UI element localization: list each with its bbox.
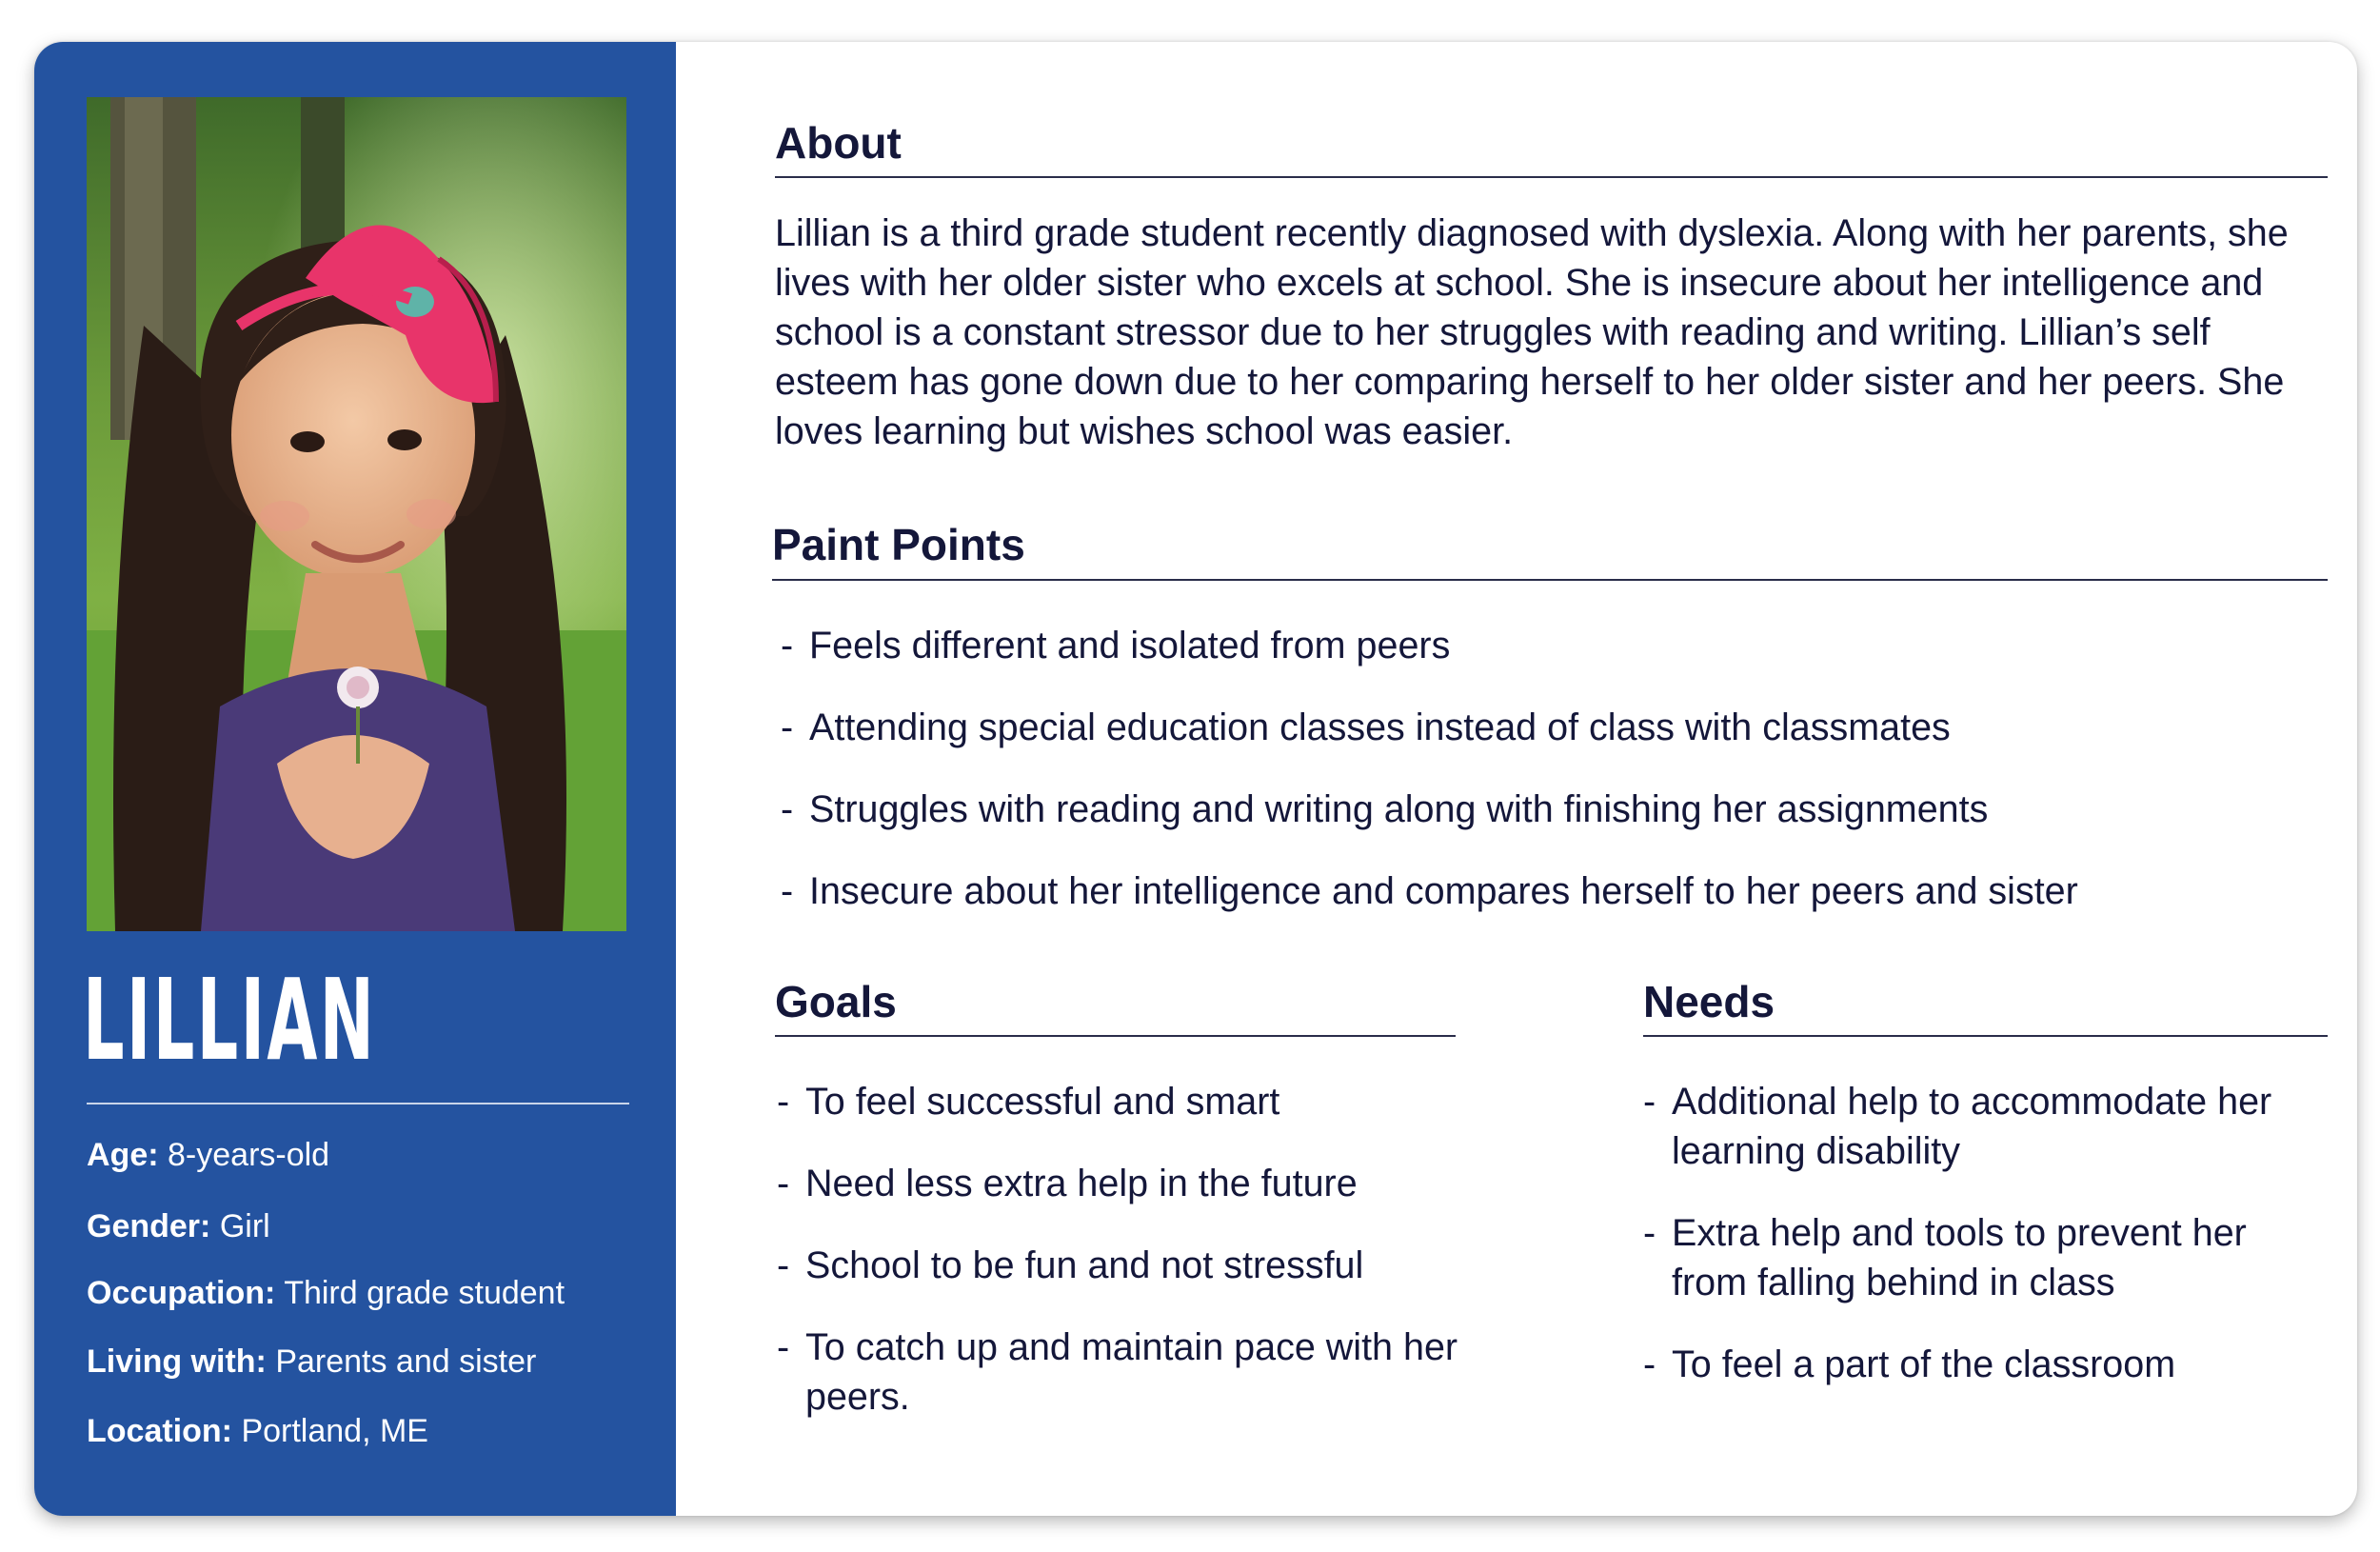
list-item: - To feel a part of the classroom: [1643, 1340, 2329, 1389]
detail-living-with: [87, 1343, 536, 1381]
persona-card: [34, 42, 2357, 1516]
list-item: - Feels different and isolated from peers: [781, 621, 2078, 670]
detail-value: Third grade student: [284, 1275, 565, 1311]
persona-photo-illustration: [87, 97, 626, 931]
detail-value: 8-years-old: [168, 1137, 330, 1173]
list-item: - Additional help to accommodate her learning disability: [1643, 1077, 2329, 1176]
detail-label: Occupation:: [87, 1275, 276, 1311]
needs-list: [1643, 1077, 2329, 1422]
detail-value: Parents and sister: [275, 1343, 537, 1380]
about-divider: [775, 176, 2328, 178]
detail-occupation: [87, 1275, 565, 1312]
detail-value: Portland, ME: [241, 1413, 428, 1449]
detail-label: Location:: [87, 1413, 232, 1449]
list-item: - To feel successful and smart: [777, 1077, 1462, 1126]
pain-points-list: [781, 621, 2078, 948]
about-text: Lillian is a third grade student recently diagnosed with dyslexia. Along with her parents, she lives with her older sister who excels at school. She is insecure about her intelligence and school is a constant stressor due to her struggles with reading and writing. Lillian’s self esteem has gone down due to her comparing herself to her older sister and her peers. She loves learning but wishes school was easier.: [775, 212, 2289, 452]
persona-main: [676, 42, 2357, 1516]
detail-age: [87, 1137, 329, 1174]
goals-divider: [775, 1035, 1456, 1037]
name-divider: [87, 1103, 629, 1104]
persona-photo: [87, 97, 626, 931]
pain-points-heading: Paint Points: [772, 520, 1025, 569]
detail-gender: [87, 1208, 270, 1245]
persona-sidebar: [34, 42, 676, 1516]
list-item: - Struggles with reading and writing along with finishing her assignments: [781, 785, 2078, 834]
list-item: - Attending special education classes instead of class with classmates: [781, 703, 2078, 752]
persona-name: LILLIAN: [83, 954, 377, 1085]
list-item: - Need less extra help in the future: [777, 1159, 1462, 1208]
goals-list: [777, 1077, 1462, 1454]
needs-heading: Needs: [1643, 977, 1775, 1026]
list-item: - To catch up and maintain pace with her peers.: [777, 1323, 1462, 1422]
detail-label: Gender:: [87, 1208, 211, 1244]
detail-location: [87, 1413, 428, 1450]
list-item: - Insecure about her intelligence and compares herself to her peers and sister: [781, 866, 2078, 916]
detail-label: Living with:: [87, 1343, 267, 1380]
goals-heading: Goals: [775, 977, 897, 1026]
detail-value: Girl: [219, 1208, 270, 1244]
about-heading: About: [775, 118, 902, 168]
detail-label: Age:: [87, 1137, 159, 1173]
pain-points-divider: [772, 579, 2328, 581]
list-item: - Extra help and tools to prevent her from falling behind in class: [1643, 1208, 2329, 1307]
needs-divider: [1643, 1035, 2328, 1037]
list-item: - School to be fun and not stressful: [777, 1241, 1462, 1290]
